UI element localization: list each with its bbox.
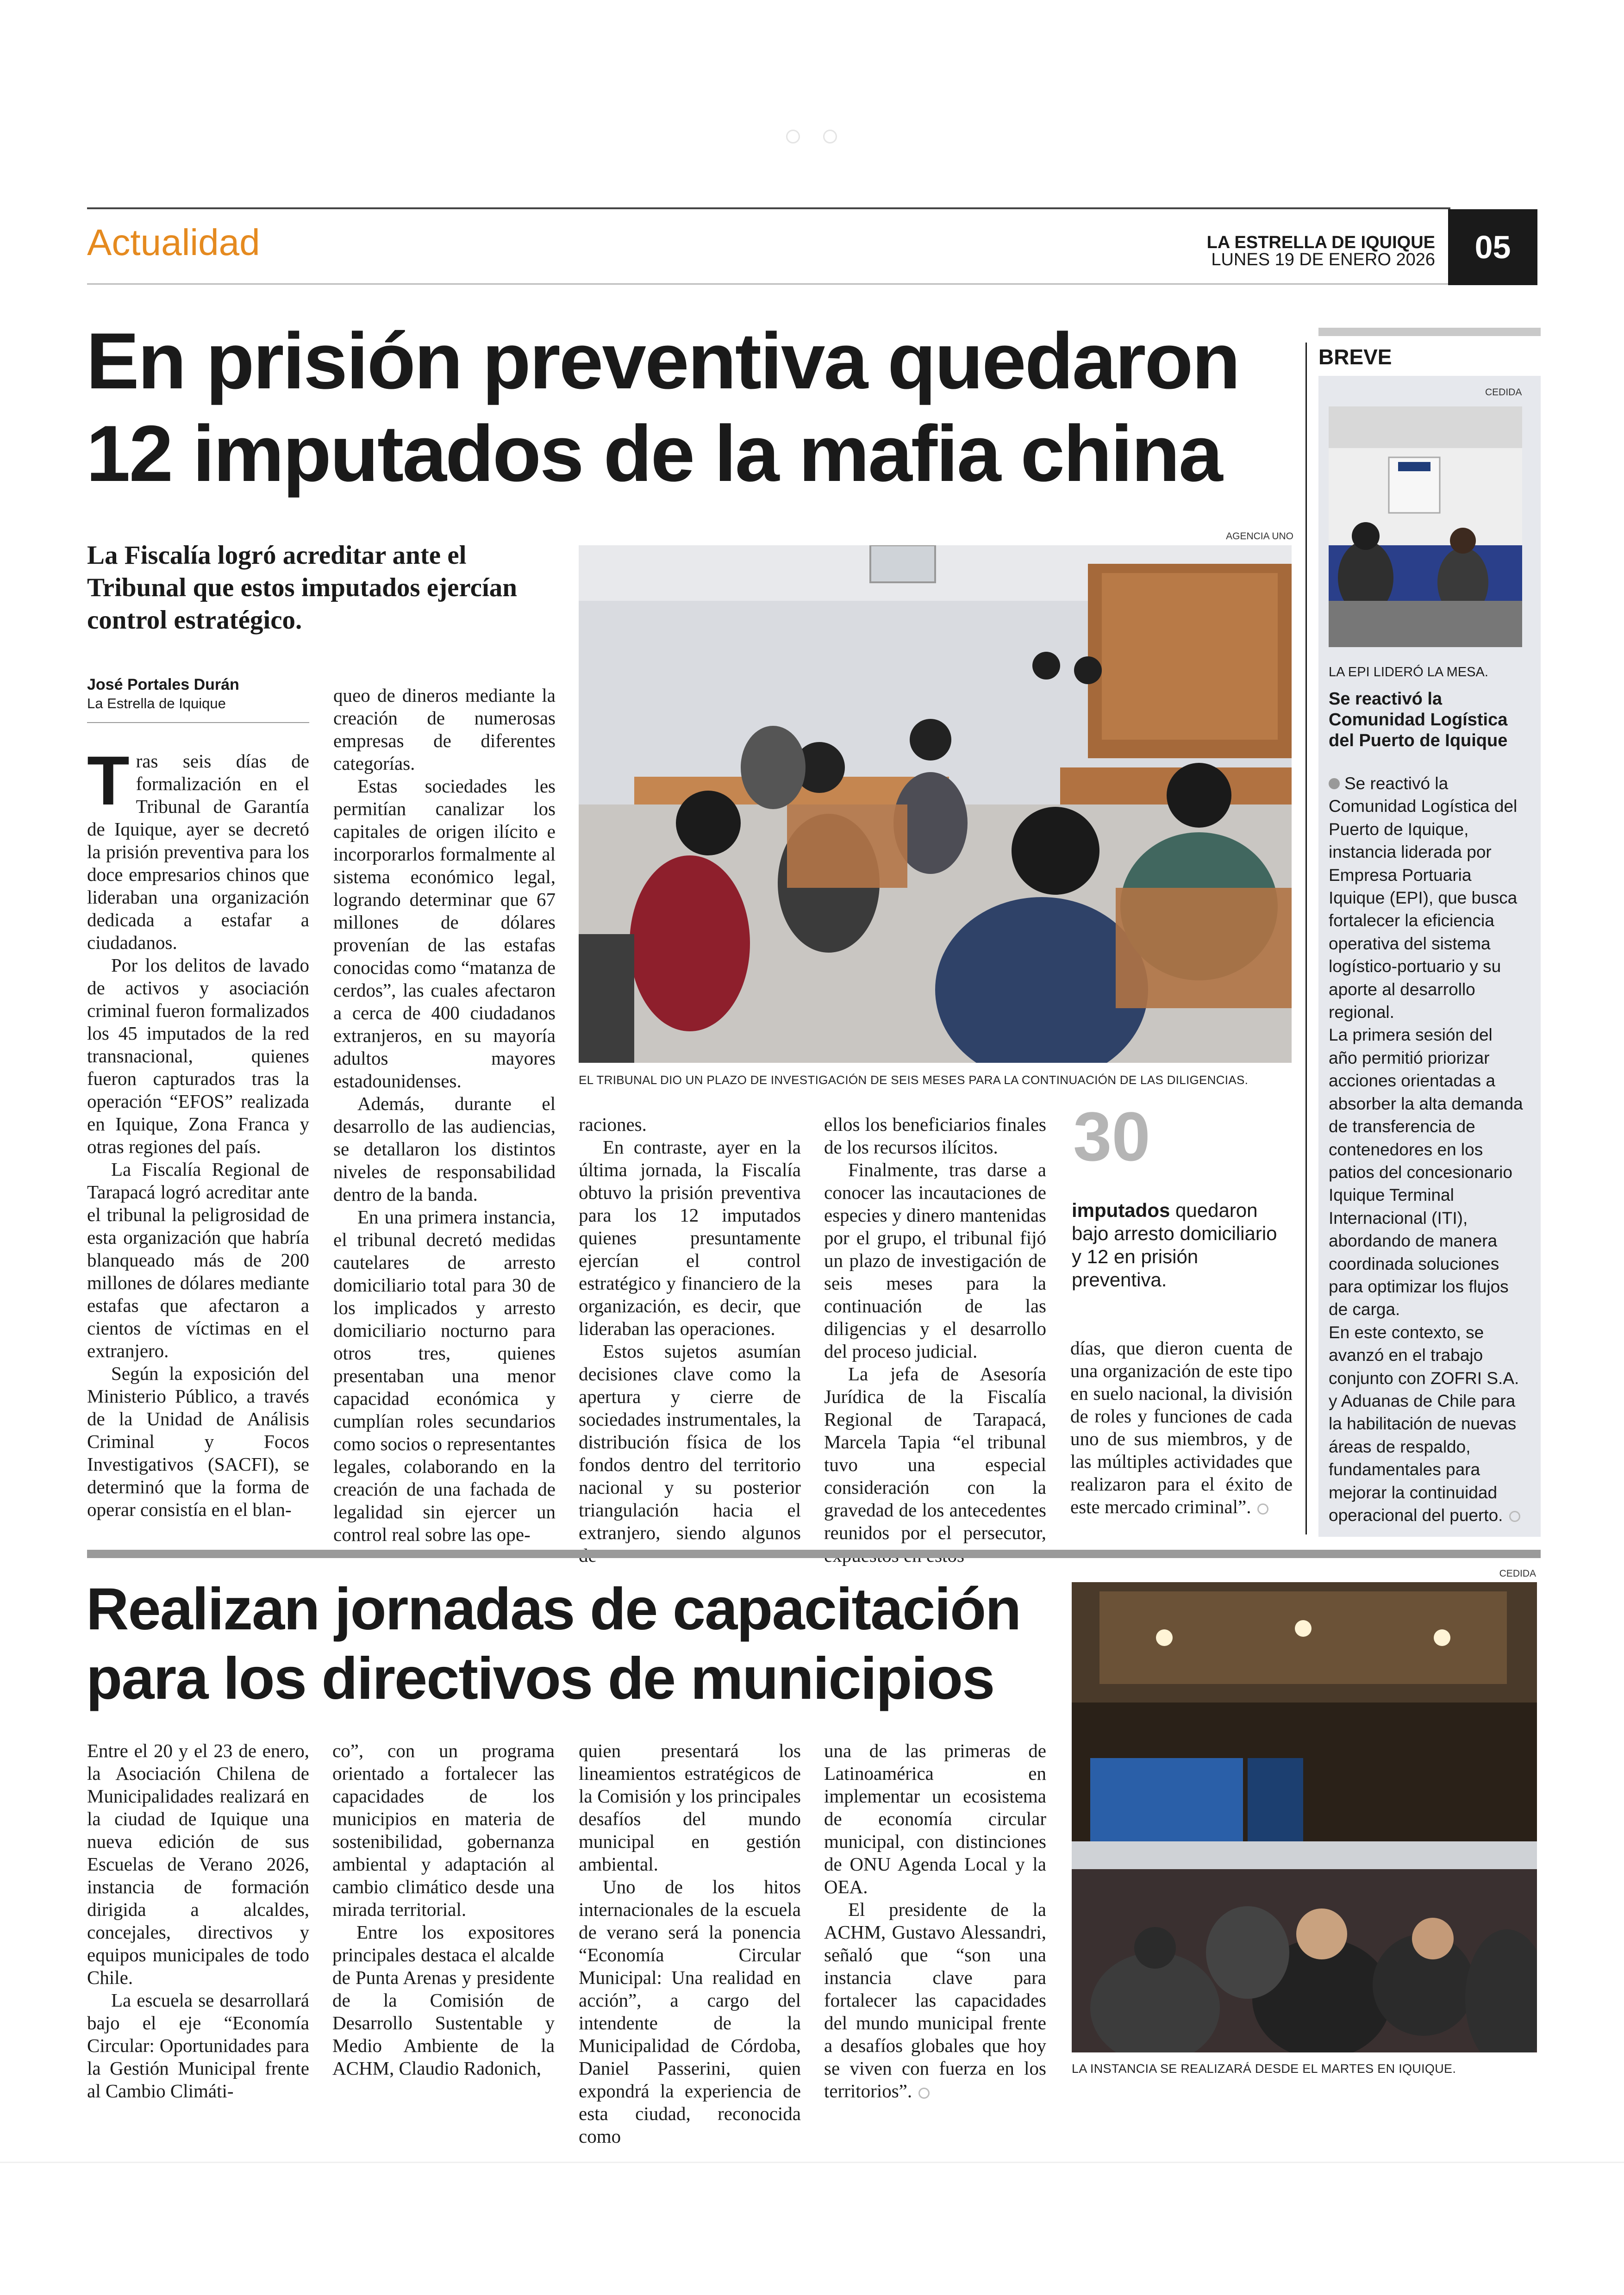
main-photo-credit: AGENCIA UNO bbox=[1226, 531, 1293, 542]
main-col3-p1: raciones. bbox=[579, 1114, 647, 1135]
main-col2-p2: Estas sociedades les permitían canalizar los capitales de origen ilícito e incorporarlos formalmente al sistema económico legal, logrando determinar que 67 millones de dólares provenían de las estafas conocidas como “matanza de cerdos”, las cuales afectaron a cerca de 400 ciudadanos extranjeros, en su mayoría adultos mayores estadounidenses. bbox=[333, 775, 556, 1091]
conference-photo bbox=[1072, 1582, 1537, 2052]
breve-body bbox=[1329, 772, 1523, 1527]
conference-photo-image bbox=[1072, 1582, 1537, 2052]
page-dot-right bbox=[823, 130, 837, 143]
main-col2-p1: queo de dineros mediante la creación de numerosas empresas de diferentes categorías. bbox=[333, 685, 556, 774]
second-col4-p1: una de las primeras de Latinoamérica en implementar un ecosistema de economía circular municipal, con distinciones de ONU Agenda Local y la OEA. bbox=[824, 1740, 1046, 1897]
second-headline-line2: para los directivos de municipios bbox=[86, 1646, 994, 1712]
dropcap: T bbox=[87, 742, 130, 819]
breve-p3 bbox=[1329, 1321, 1523, 1527]
newspaper-name: LA ESTRELLA DE IQUIQUE bbox=[1206, 233, 1435, 252]
factbox-number: 30 bbox=[1073, 1098, 1150, 1175]
main-col-4 bbox=[824, 1113, 1046, 1567]
main-col4-p1: ellos los beneficiarios finales de los recursos ilícitos. bbox=[824, 1114, 1046, 1158]
second-col1-p1: Entre el 20 y el 23 de enero, la Asociación Chilena de Municipalidades realizará en la ciudad de Iquique una nueva edición de sus Escuelas de Verano 2026, instancia de formación dirigida a alcaldes, concejales, directivos y equipos municipales de todo Chile. bbox=[87, 1740, 309, 1988]
second-headline bbox=[86, 1575, 1058, 1714]
main-col-3 bbox=[579, 1113, 801, 1567]
second-col-1 bbox=[87, 1740, 309, 2102]
bottom-page-rule bbox=[0, 2162, 1624, 2163]
breve-photo bbox=[1329, 406, 1522, 647]
second-col3-p1: quien presentará los lineamientos estratégicos de la Comisión y los principales desafíos del mundo municipal en gestión ambiental. bbox=[579, 1740, 801, 1875]
main-col1-p2: Por los delitos de lavado de activos y asociación criminal fueron formalizados los 45 imputados de la red transnacional, quienes fueron capturados tras la operación “EFOS” realizada en Iquique, Zona Franca y otras regiones del país. bbox=[87, 954, 309, 1157]
header-bottom-rule bbox=[87, 283, 1448, 285]
breve-left-rule bbox=[1305, 343, 1307, 1534]
main-col4-p2: Finalmente, tras darse a conocer las incautaciones de especies y dinero mantenidas por el grupo, el tribunal fijó un plazo de investigación de seis meses para la continuación de las diligencias y el desarrollo del proceso judicial. bbox=[824, 1159, 1046, 1362]
main-col4-p3: La jefa de Asesoría Jurídica de la Fiscalía Regional de Tarapacá, Marcela Tapia “el tribunal tuvo una especial consideración con la gravedad de los antecedentes reunidos por el persecutor, bbox=[824, 1363, 1046, 1543]
byline-rule bbox=[87, 722, 309, 723]
main-deck: La Fiscalía logró acreditar ante el Tribunal que estos imputados ejercían control estratégico. bbox=[87, 541, 517, 635]
second-end-mark-icon bbox=[918, 2088, 930, 2099]
main-col-2 bbox=[333, 684, 556, 1546]
second-col2-p2: Entre los expositores principales destaca el alcalde de Punta Arenas y presidente de la Comisión de Desarrollo Sustentable y Medio Ambiente de la ACHM, Claudio Radonich, bbox=[332, 1921, 555, 2079]
breve-label: BREVE bbox=[1318, 345, 1392, 369]
main-col3-p2: En contraste, ayer en la última jornada, la Fiscalía obtuvo la prisión preventiva para los 12 imputados quienes presuntamente ejercían el control estratégico y financiero de la organización, es decir, que lideraban las operaciones. bbox=[579, 1136, 801, 1339]
end-mark-icon bbox=[1257, 1503, 1268, 1515]
second-col2-p1: co”, con un programa orientado a fortalecer las capacidades de los municipios en materia de sostenibilidad, gobernanza ambiental y adaptación al cambio climático desde una mirada territorial. bbox=[332, 1740, 555, 1920]
second-photo-credit: CEDIDA bbox=[1499, 1568, 1536, 1579]
factbox-body: quedaron bajo arresto domiciliario y 12 en prisión preventiva. bbox=[1072, 1199, 1277, 1291]
courtroom-photo bbox=[579, 545, 1292, 1063]
breve-title: Se reactivó la Comunidad Logística del Puerto de Iquique bbox=[1329, 689, 1508, 750]
factbox-text bbox=[1072, 1199, 1285, 1291]
breve-p2: La primera sesión del año permitió priorizar acciones orientadas a absorber la alta demanda de transferencia de contenedores en los patios del concesionario Iquique Terminal Internacional (ITI), abordando de manera coordinada soluciones para optimizar los flujos de carga. bbox=[1329, 1025, 1523, 1319]
breve-photo-image bbox=[1329, 406, 1522, 647]
breve-p1-text: Se reactivó la Comunidad Logística del Puerto de Iquique, instancia liderada por Empresa Portuaria Iquique (EPI), que busca fortalecer la eficiencia operativa del sistema logístico-portuario y su aporte al desarrollo regional. bbox=[1329, 774, 1518, 1022]
second-photo-caption: LA INSTANCIA SE REALIZARÁ DESDE EL MARTES EN IQUIQUE. bbox=[1072, 2062, 1456, 2076]
page-number bbox=[1448, 209, 1537, 285]
main-col1-p1: ras seis días de formalización en el Tribunal de Garantía de Iquique, ayer se decretó la prisión preventiva para los doce empresarios chinos que lideraban una organización dedicada a estafar a ciudadanos. bbox=[87, 750, 309, 953]
byline-outlet: La Estrella de Iquique bbox=[87, 695, 226, 711]
main-headline-line2: 12 imputados de la mafia china bbox=[86, 409, 1222, 498]
main-col3-p3: Estos sujetos asumían decisiones clave como la apertura y cierre de sociedades instrumentales, la distribución física de los fondos dentro del territorio nacional y su posterior triangulación hacia el extranjero, siendo algunos bbox=[579, 1341, 801, 1543]
main-col1-p3: La Fiscalía Regional de Tarapacá logró acreditar ante el tribunal la peligrosidad de esta organización que habría blanqueado más de 200 millones de dólares mediante estafas que afectaron a cientos de víctimas en el extranjero. bbox=[87, 1159, 309, 1361]
main-col5-text: días, que dieron cuenta de una organización de este tipo en suelo nacional, la división de roles y funciones de cada uno de sus miembros, y de las múltiples actividades que realizaron para el éxito de este mercado criminal”. bbox=[1070, 1337, 1293, 1517]
main-headline bbox=[86, 315, 1308, 500]
main-col-1 bbox=[87, 742, 309, 1521]
second-headline-line1: Realizan jornadas de capacitación bbox=[86, 1576, 1021, 1642]
breve-end-mark-icon bbox=[1509, 1511, 1520, 1522]
breve-caption: LA EPI LIDERÓ LA MESA. bbox=[1329, 665, 1488, 680]
breve-bullet-icon bbox=[1329, 778, 1340, 789]
page-dot-left bbox=[786, 130, 800, 143]
second-col3-p2: Uno de los hitos internacionales de la escuela de verano será la ponencia “Economía Circular Municipal: Una realidad en acción”, a cargo del intendente de la Municipalidad de Córdoba, Daniel Passerini, quien expondrá la experiencia de esta ciudad, reconocida como bbox=[579, 1876, 801, 2147]
second-col4-p2: El presidente de la ACHM, Gustavo Alessandri, señaló que “son una instancia clave para fortalecer las capacidades del mundo municipal frente a desafíos globales que hoy se viven con fuerza en los territorios”. bbox=[824, 1899, 1046, 2102]
breve-top-rule bbox=[1318, 328, 1541, 336]
breve-p3-text: En este contexto, se avanzó en el trabajo conjunto con ZOFRI S.A. y Aduanas de Chile para la habilitación de nuevas áreas de respaldo, fundamentales para mejorar la continuidad operacional del puerto. bbox=[1329, 1322, 1519, 1525]
courtroom-photo-image bbox=[579, 545, 1292, 1063]
main-col-5 bbox=[1070, 1337, 1293, 1518]
breve-p1 bbox=[1329, 772, 1523, 1023]
byline-author: José Portales Durán bbox=[87, 676, 239, 693]
page-number-text: 05 bbox=[1474, 229, 1511, 265]
main-headline-line1: En prisión preventiva quedaron bbox=[86, 317, 1239, 405]
main-col1-p4: Según la exposición del Ministerio Público, a través de la Unidad de Análisis Criminal y Focos Investigativos (SACFI), se determinó que la forma de operar consistía en el blan- bbox=[87, 1363, 309, 1520]
breve-photo-credit: CEDIDA bbox=[1485, 387, 1522, 398]
main-photo-caption: EL TRIBUNAL DIO UN PLAZO DE INVESTIGACIÓN DE SEIS MESES PARA LA CONTINUACIÓN DE LAS DILIGENCIAS. bbox=[579, 1073, 1249, 1087]
section-label: Actualidad bbox=[87, 222, 260, 263]
factbox-bold: imputados bbox=[1072, 1199, 1170, 1221]
second-col-2 bbox=[332, 1740, 555, 2080]
story-separator bbox=[87, 1550, 1541, 1558]
main-col2-p4: En una primera instancia, el tribunal decretó medidas cautelares de arresto domiciliario total para 30 de los implicados y arresto domiciliario nocturno para otros tres, quienes presentaban una menor capacidad económica y cumplían roles secundarios como socios o representantes legales, colaborando en la creación de una fachada de legalidad sin ejercer un control real sobre las ope- bbox=[333, 1206, 556, 1545]
issue-date: LUNES 19 DE ENERO 2026 bbox=[1211, 250, 1435, 269]
main-col2-p3: Además, durante el desarrollo de las audiencias, se detallaron los distintos niveles de responsabilidad dentro de la banda. bbox=[333, 1093, 556, 1205]
header-rule bbox=[87, 207, 1450, 209]
second-col-4 bbox=[824, 1740, 1046, 2102]
second-col-3 bbox=[579, 1740, 801, 2148]
second-col1-p2: La escuela se desarrollará bajo el eje “Economía Circular: Oportunidades para la Gestión Municipal frente al Cambio Climáti- bbox=[87, 1989, 309, 2102]
